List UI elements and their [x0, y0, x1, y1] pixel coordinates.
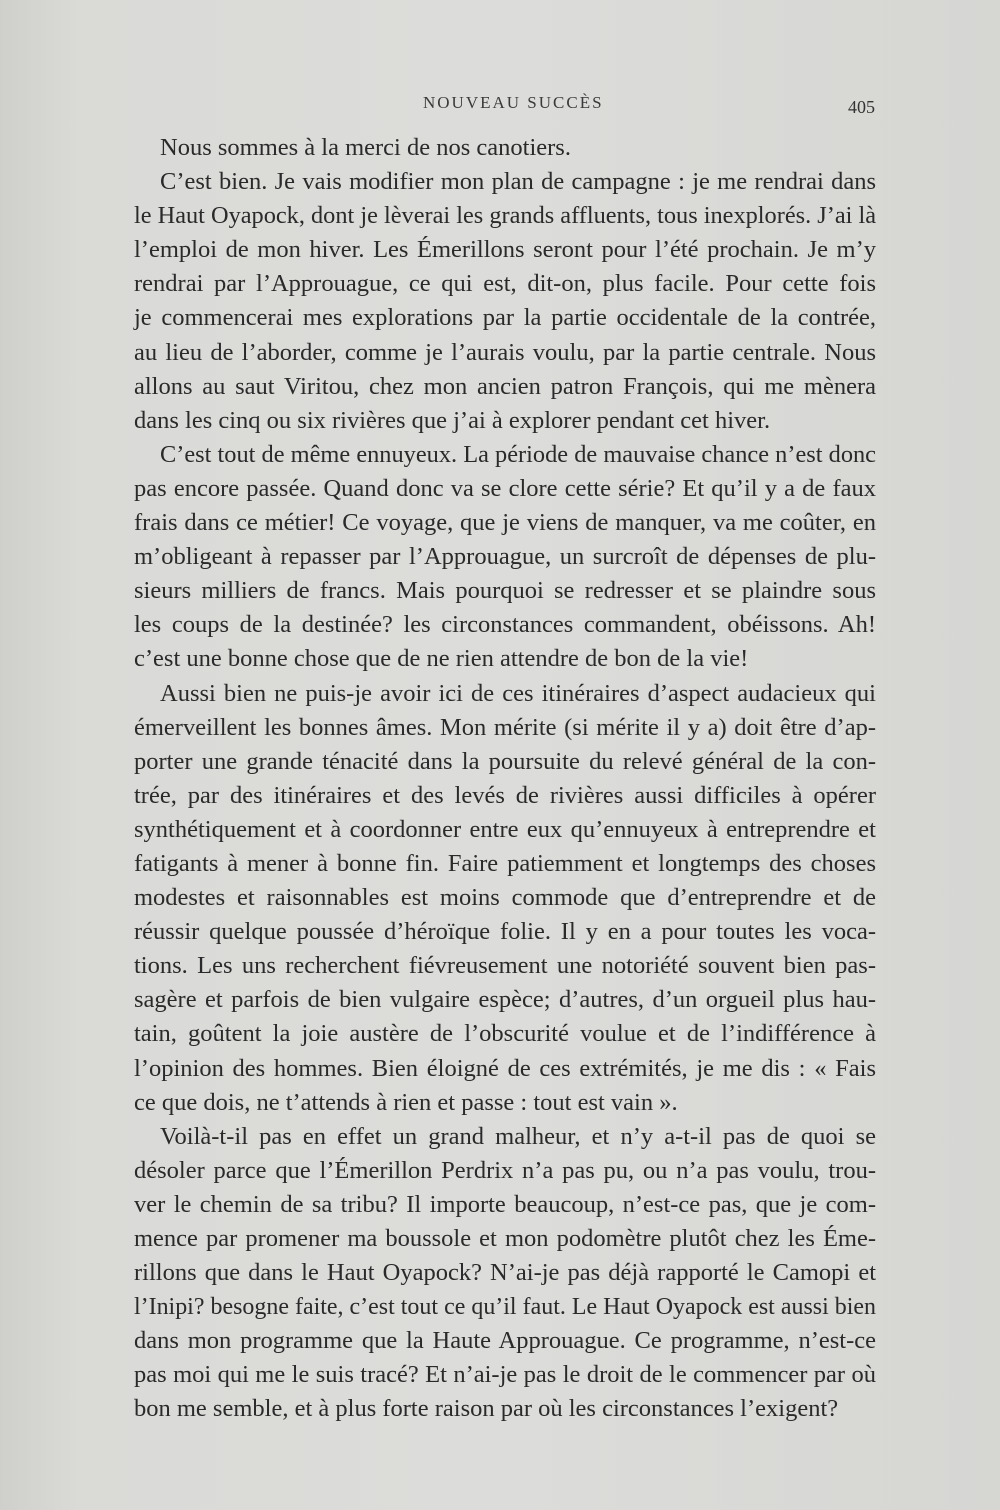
text-line: synthétiquement et à coordonner entre eux qu’ennuyeux à entreprendre et — [134, 815, 876, 843]
text-line: Nous sommes à la merci de nos canotiers. — [160, 134, 571, 161]
running-head — [0, 93, 1000, 123]
text-line: ce que dois, ne t’attends à rien et passe : tout est vain ». — [134, 1088, 678, 1116]
text-line: pas moi qui me le suis tracé? Et n’ai-je pas le droit de le commencer par où — [134, 1361, 876, 1389]
text-line: Voilà-t-il pas en effet un grand malheur, et n’y a-t-il pas de quoi se — [160, 1122, 876, 1150]
text-line: ver le chemin de sa tribu? Il importe beaucoup, n’est-ce pas, que je com- — [134, 1190, 876, 1218]
text-line: trée, par des itinéraires et des levés de rivières aussi difficiles à opérer — [134, 781, 876, 809]
text-line: modestes et raisonnables est moins commode que d’entreprendre et de — [134, 884, 876, 912]
text-line: fatigants à mener à bonne fin. Faire patiemment et longtemps des choses — [134, 849, 876, 877]
text-line: C’est tout de même ennuyeux. La période de mauvaise chance n’est donc — [160, 440, 876, 468]
text-line: rendrai par l’Approuague, ce qui est, dit-on, plus facile. Pour cette fois — [134, 270, 876, 298]
text-line: l’opinion des hommes. Bien éloigné de ces extrémités, je me dis : « Fais — [134, 1054, 876, 1082]
text-line: les coups de la destinée? les circonstances commandent, obéissons. Ah! — [134, 611, 876, 639]
text-line: allons au saut Viritou, chez mon ancien patron François, qui me mènera — [134, 372, 876, 400]
text-line: je commencerai mes explorations par la partie occidentale de la contrée, — [134, 304, 876, 332]
text-line: l’Inipi? besogne faite, c’est tout ce qu’il faut. Le Haut Oyapock est aussi bien — [134, 1294, 876, 1321]
text-line: pas encore passée. Quand donc va se clore cette série? Et qu’il y a de faux — [134, 474, 876, 502]
text-line: émerveillent les bonnes âmes. Mon mérite (si mérite il y a) doit être d’ap- — [134, 713, 876, 741]
text-line: sieurs milliers de francs. Mais pourquoi se redresser et se plaindre sous — [134, 577, 876, 605]
text-line: mence par promener ma boussole et mon podomètre plutôt chez les Éme- — [134, 1225, 876, 1252]
text-line: tain, goûtent la joie austère de l’obscurité voulue et de l’indifférence à — [134, 1020, 876, 1048]
text-line: le Haut Oyapock, dont je lèverai les grands affluents, tous inexplorés. J’ai là — [134, 202, 877, 230]
text-line: bon me semble, et à plus forte raison par où les circonstances l’exigent? — [134, 1395, 839, 1423]
body-text — [134, 131, 876, 1427]
text-line: porter une grande ténacité dans la poursuite du relevé général de la con- — [134, 747, 876, 775]
text-line: désoler parce que l’Émerillon Perdrix n’a pas pu, ou n’a pas voulu, trou- — [134, 1156, 876, 1184]
text-line: m’obligeant à repasser par l’Approuague, un surcroît de dépenses de plu- — [134, 543, 876, 571]
text-line: dans mon programme que la Haute Approuague. Ce programme, n’est-ce — [134, 1327, 876, 1355]
text-line: frais dans ce métier! Ce voyage, que je viens de manquer, va me coûter, en — [134, 509, 876, 537]
text-line: c’est une bonne chose que de ne rien attendre de bon de la vie! — [134, 645, 749, 673]
page-number: 405 — [848, 97, 875, 117]
text-line: au lieu de l’aborder, comme je l’aurais voulu, par la partie centrale. Nous — [134, 338, 876, 366]
running-title: NOUVEAU SUCCÈS — [423, 93, 604, 112]
text-line: réussir quelque poussée d’héroïque folie. Il y en a pour toutes les voca- — [134, 918, 876, 946]
text-line: l’emploi de mon hiver. Les Émerillons seront pour l’été prochain. Je m’y — [134, 236, 876, 264]
text-line: dans les cinq ou six rivières que j’ai à explorer pendant cet hiver. — [134, 406, 771, 434]
text-line: sagère et parfois de bien vulgaire espèce; d’autres, d’un orgueil plus hau- — [134, 986, 876, 1014]
text-line: Aussi bien ne puis-je avoir ici de ces itinéraires d’aspect audacieux qui — [160, 679, 876, 707]
text-line: tions. Les uns recherchent fiévreusement une notoriété souvent bien pas- — [134, 952, 876, 980]
text-line: C’est bien. Je vais modifier mon plan de campagne : je me rendrai dans — [160, 168, 876, 196]
text-line: rillons que dans le Haut Oyapock? N’ai-je pas déjà rapporté le Camopi et — [134, 1259, 876, 1287]
